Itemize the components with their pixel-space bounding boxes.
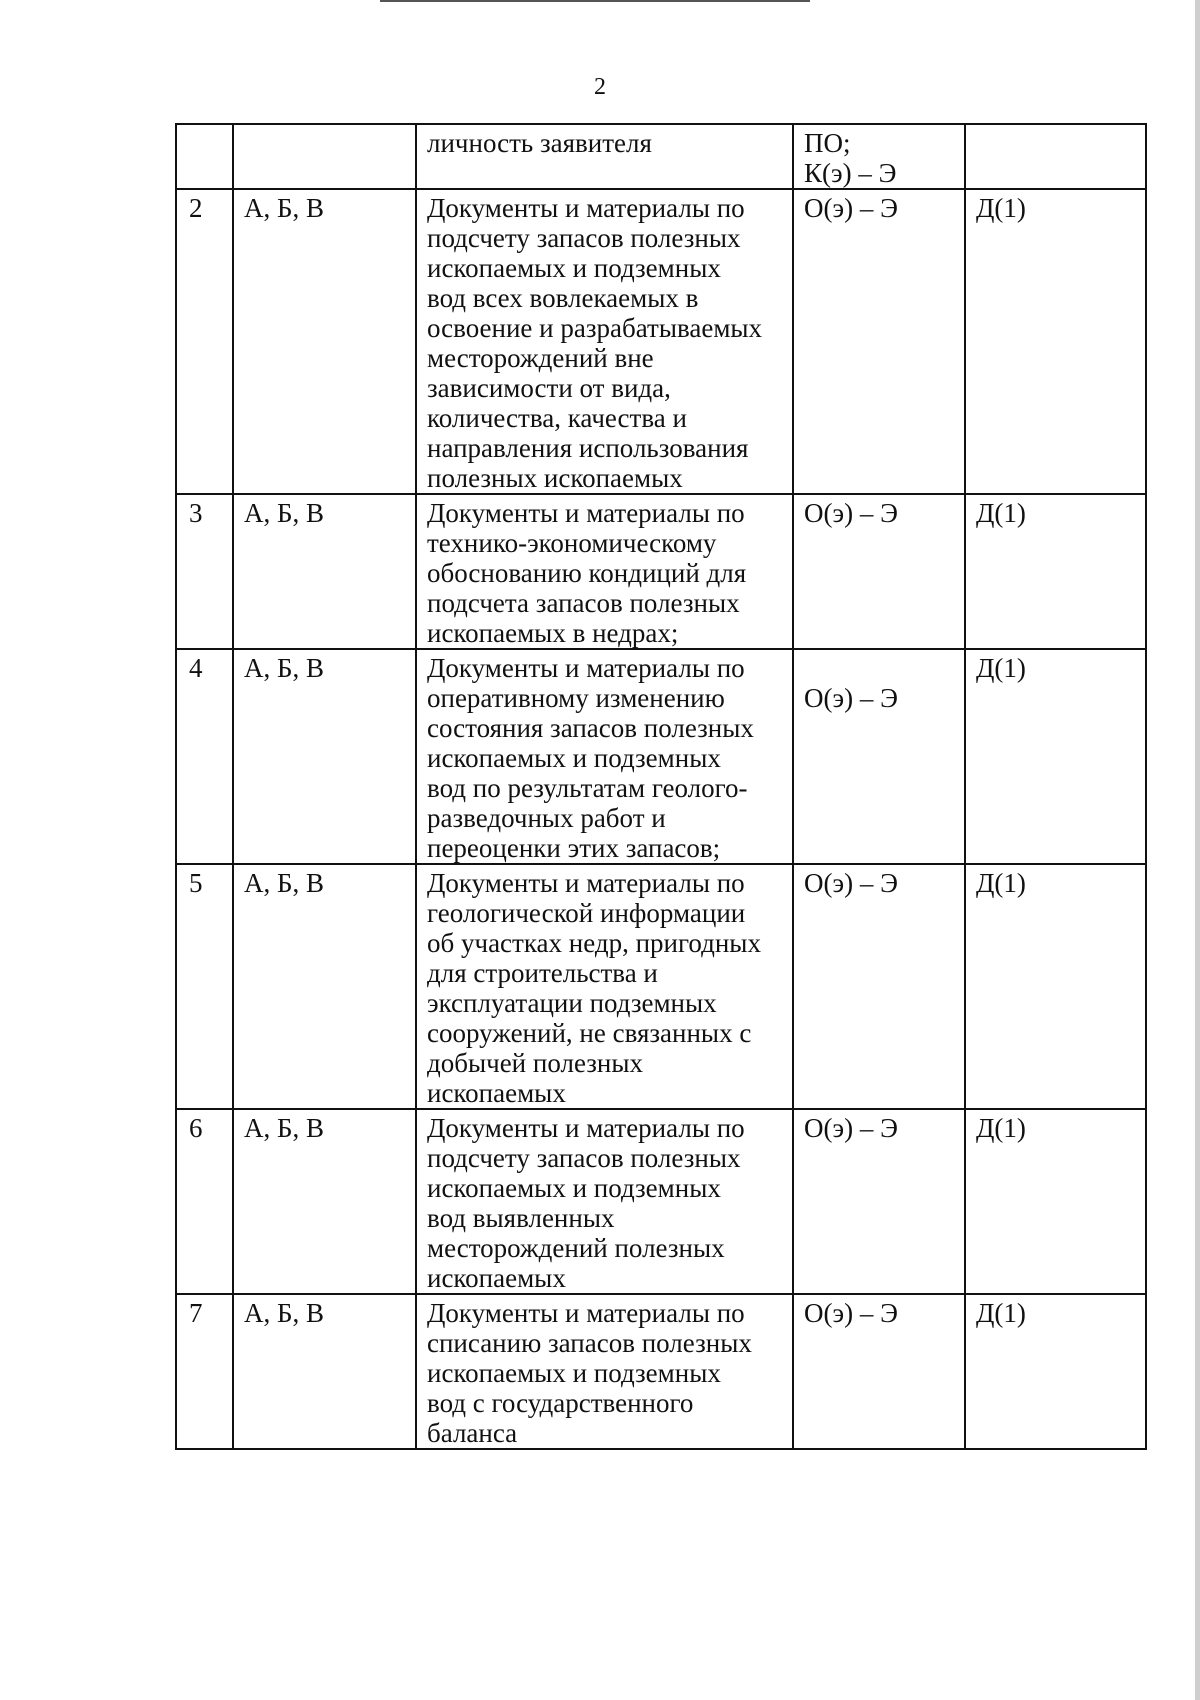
code-cell: О(э) – Э xyxy=(793,494,965,649)
page-number: 2 xyxy=(594,74,606,100)
table-row xyxy=(176,1109,1146,1294)
storage-cell: Д(1) xyxy=(965,1109,1146,1294)
category-cell: А, Б, В xyxy=(233,649,416,864)
scan-top-rule xyxy=(380,0,810,2)
storage-cell: Д(1) xyxy=(965,864,1146,1109)
table-row xyxy=(176,189,1146,494)
document-table xyxy=(175,123,1147,1450)
code-cell: ПО; К(э) – Э xyxy=(793,124,965,189)
category-cell: А, Б, В xyxy=(233,1109,416,1294)
description-cell: Документы и материалы по технико-экономическому обоснованию кондиций для подсчета запасов полезных ископаемых в недрах; xyxy=(416,494,793,649)
code-cell: О(э) – Э xyxy=(793,189,965,494)
description-cell: Документы и материалы по геологической информации об участках недр, пригодных для строительства и эксплуатации подземных сооружений, не связанных с добычей полезных ископаемых xyxy=(416,864,793,1109)
description-cell: Документы и материалы по подсчету запасов полезных ископаемых и подземных вод всех вовлекаемых в освоение и разрабатываемых месторождений вне зависимости от вида, количества, качества и направления использования полезных ископаемых xyxy=(416,189,793,494)
code-cell: О(э) – Э xyxy=(793,864,965,1109)
category-cell: А, Б, В xyxy=(233,864,416,1109)
row-number-cell: 2 xyxy=(176,189,233,494)
description-cell: Документы и материалы по оперативному изменению состояния запасов полезных ископаемых и подземных вод по результатам геолого- разведочных работ и переоценки этих запасов; xyxy=(416,649,793,864)
code-cell: О(э) – Э xyxy=(793,649,965,864)
table-row xyxy=(176,649,1146,864)
category-cell xyxy=(233,124,416,189)
storage-cell: Д(1) xyxy=(965,189,1146,494)
code-cell: О(э) – Э xyxy=(793,1294,965,1449)
row-number-cell xyxy=(176,124,233,189)
code-cell: О(э) – Э xyxy=(793,1109,965,1294)
table-row xyxy=(176,124,1146,189)
row-number-cell: 6 xyxy=(176,1109,233,1294)
category-cell: А, Б, В xyxy=(233,494,416,649)
table-row xyxy=(176,864,1146,1109)
description-cell: Документы и материалы по списанию запасов полезных ископаемых и подземных вод с государственного баланса xyxy=(416,1294,793,1449)
storage-cell: Д(1) xyxy=(965,649,1146,864)
storage-cell: Д(1) xyxy=(965,1294,1146,1449)
storage-cell: Д(1) xyxy=(965,494,1146,649)
storage-cell xyxy=(965,124,1146,189)
description-cell: Документы и материалы по подсчету запасов полезных ископаемых и подземных вод выявленных месторождений полезных ископаемых xyxy=(416,1109,793,1294)
table-row xyxy=(176,1294,1146,1449)
row-number-cell: 3 xyxy=(176,494,233,649)
row-number-cell: 4 xyxy=(176,649,233,864)
category-cell: А, Б, В xyxy=(233,189,416,494)
category-cell: А, Б, В xyxy=(233,1294,416,1449)
description-cell: личность заявителя xyxy=(416,124,793,189)
row-number-cell: 5 xyxy=(176,864,233,1109)
row-number-cell: 7 xyxy=(176,1294,233,1449)
table-row xyxy=(176,494,1146,649)
scan-right-edge xyxy=(1195,0,1200,1700)
